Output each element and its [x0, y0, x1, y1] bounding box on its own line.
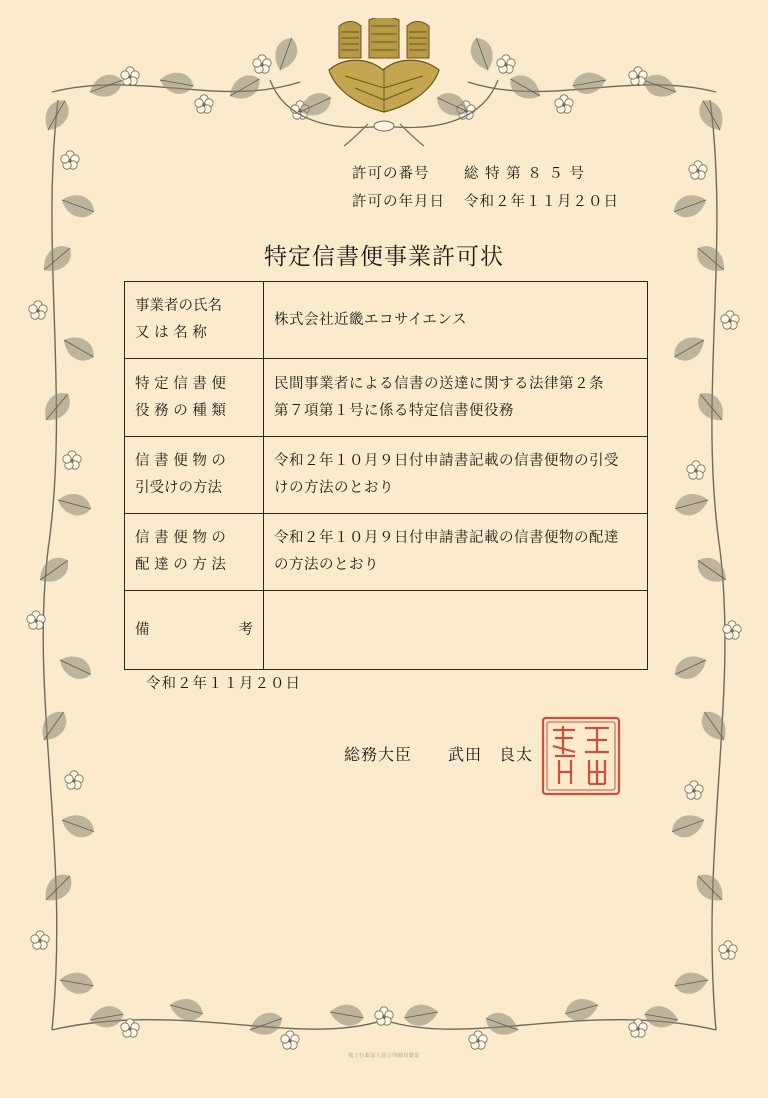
row-value-line: けの方法のとおり [274, 480, 394, 496]
footer-imprint: 独立行政法人国立印刷局製造 [348, 1053, 420, 1059]
row-header-line: 特 定 信 書 便 [135, 375, 226, 392]
remarks-header-right: 考 [238, 621, 253, 638]
row-value [264, 282, 648, 359]
permit-info [352, 160, 652, 216]
permit-number-row [352, 160, 652, 188]
row-value [264, 359, 648, 437]
remarks-header [135, 617, 253, 644]
signatory-name: 武田 良太 [448, 745, 534, 764]
permit-number-label: 許可の番号 [352, 166, 430, 182]
row-header-line: 信 書 便 物 の [135, 530, 226, 546]
row-value [264, 437, 648, 514]
permit-date-value: 令和２年１１月２０日 [464, 194, 619, 210]
row-header-line: 事業者の氏名 [135, 298, 222, 314]
signature-line [344, 742, 533, 765]
remarks-header-left: 備 [135, 621, 150, 638]
row-value-line: 第７項第１号に係る特定信書便役務 [274, 402, 514, 419]
row-value-line: 民間事業者による信書の送達に関する法律第２条 [274, 375, 604, 392]
row-value-line: の方法のとおり [274, 557, 379, 573]
row-value-line: 令和２年１０月９日付申請書記載の信書便物の引受 [274, 453, 619, 469]
paulownia-crest-icon [325, 18, 443, 120]
row-header-line: 配 達 の 方 法 [135, 557, 226, 573]
table-row [125, 514, 648, 591]
row-value-line: 株式会社近畿エコサイエンス [274, 311, 467, 328]
table-row [125, 359, 648, 437]
permit-date-label: 許可の年月日 [352, 194, 445, 210]
row-value-line: 令和２年１０月９日付申請書記載の信書便物の配達 [274, 530, 619, 546]
row-header-line: 引受けの方法 [135, 480, 222, 496]
permit-details-table [124, 281, 648, 670]
row-value [264, 591, 648, 670]
row-header-line: 役 務 の 種 類 [135, 402, 226, 419]
row-header-line: 又 は 名 称 [135, 325, 207, 341]
row-header [125, 591, 264, 670]
document-title: 特定信書便事業許可状 [264, 244, 504, 270]
table-row [125, 437, 648, 514]
signatory-title: 総務大臣 [344, 745, 413, 764]
row-header [125, 282, 264, 359]
row-header [125, 514, 264, 591]
issue-date: 令和２年１１月２０日 [146, 676, 301, 692]
permit-date-row [352, 188, 652, 216]
permit-number-value: 総 特 第 ８ ５ 号 [464, 166, 586, 182]
row-header-line: 信 書 便 物 の [135, 453, 226, 469]
row-header [125, 437, 264, 514]
table-row [125, 282, 648, 359]
official-seal-icon [541, 716, 621, 796]
row-value [264, 514, 648, 591]
row-header [125, 359, 264, 437]
table-row [125, 591, 648, 670]
